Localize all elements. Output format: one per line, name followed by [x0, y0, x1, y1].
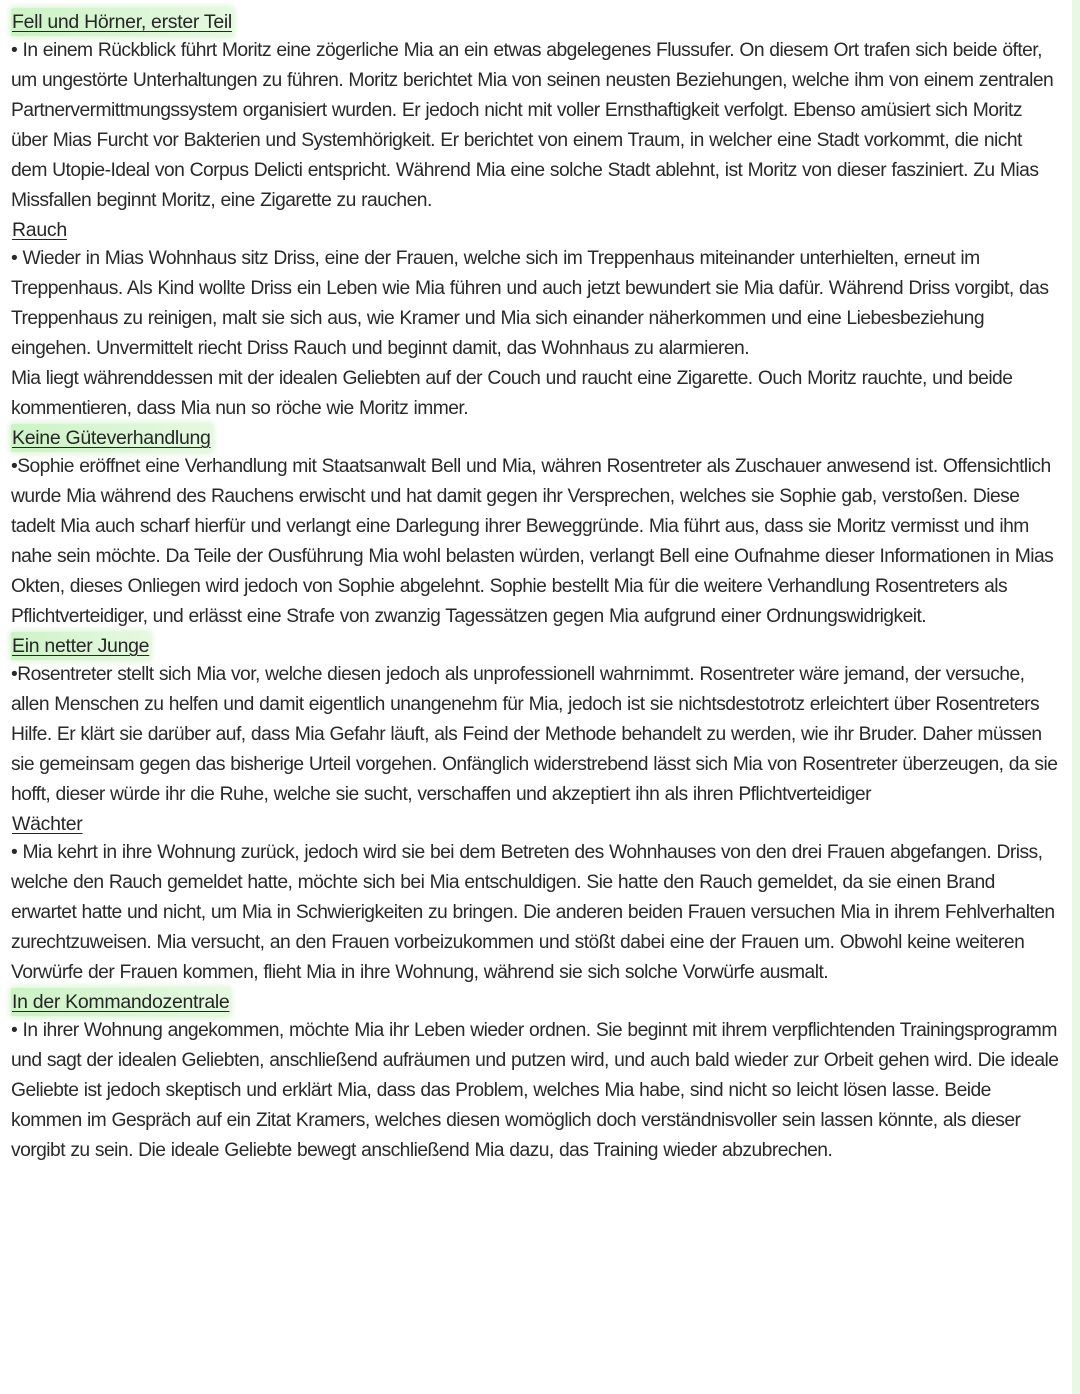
section-paragraph: • In ihrer Wohnung angekommen, möchte Mia ihr Leben wieder ordnen. Sie beginnt mit ihrem verpflichtenden Trainingsprogramm und sagt der idealen Geliebten, anschließend aufräumen und putzen wird, und auch bald wieder zur Orbeit gehen wird. Die ideale Geliebte ist jedoch skeptisch und erklärt Mia, dass das Problem, welches Mia habe, sind nicht so leicht lösen lasse. Beide kommen im Gespräch auf ein Zitat Kramers, welches diesen womöglich doch verständnisvoller sein lassen könnte, als dieser vorgibt zu sein. Die ideale Geliebte bewegt anschließend Mia dazu, das Training wieder abzubrechen.	[11, 1020, 1059, 1161]
document-page	[11, 8, 1059, 1166]
section-paragraph: • Wieder in Mias Wohnhaus sitz Driss, eine der Frauen, welche sich im Treppenhaus miteinander unterhielten, erneut im Treppenhaus. Als Kind wollte Driss ein Leben wie Mia führen und auch jetzt bewundert sie Mia dafür. Während Driss vorgibt, das Treppenhaus zu reinigen, malt sie sich aus, wie Kramer und Mia sich einander näherkommen und eine Liebesbeziehung eingehen. Unvermittelt riecht Driss Rauch und beginnt damit, das Wohnhaus zu alarmieren.	[11, 248, 1049, 359]
section-paragraph: • In einem Rückblick führt Moritz eine zögerliche Mia an ein etwas abgelegenes Flussufer. On diesem Ort trafen sich beide öfter, um ungestörte Unterhaltungen zu führen. Moritz berichtet Mia von seinen neusten Beziehungen, welche ihm von einem zentralen Partnervermittmungssystem organisiert wurden. Er jedoch nicht mit voller Ernsthaftigkeit verfolgt. Ebenso amüsiert sich Moritz über Mias Furcht vor Bakterien und Systemhörigkeit. Er berichtet von einem Traum, in welcher eine Stadt vorkommt, die nicht dem Utopie-Ideal von Corpus Delicti entspricht. Während Mia eine solche Stadt ablehnt, ist Moritz von dieser fasziniert. Zu Mias Missfallen beginnt Moritz, eine Zigarette zu rauchen.	[11, 40, 1054, 211]
section-heading: In der Kommandozentrale	[11, 988, 230, 1016]
section-kommandozentrale	[11, 988, 1059, 1166]
section-keine-gueteverhandlung	[11, 424, 1059, 632]
section-heading: Ein netter Junge	[11, 632, 150, 660]
section-paragraph: •Rosentreter stellt sich Mia vor, welche diesen jedoch als unprofessionell wahrnimmt. Rosentreter wäre jemand, der versuche, allen Menschen zu helfen und damit eigentlich unangenehm für Mia, jedoch ist sie nichtsdestotrotz erleichtert über Rosentreters Hilfe. Er klärt sie darüber auf, dass Mia Gefahr läuft, als Feind der Methode behandelt zu werden, wie ihr Bruder. Daher müssen sie gemeinsam gegen das bisherige Urteil vorgehen. Onfänglich widerstrebend lässt sich Mia von Rosentreter überzeugen, da sie hofft, dieser würde ihr die Ruhe, welche sie sucht, verschaffen und akzeptiert ihn als ihren Pflichtverteidiger	[11, 664, 1058, 805]
page-edge-highlight	[1072, 0, 1080, 1394]
section-heading: Wächter	[12, 813, 83, 835]
section-heading: Keine Güteverhandlung	[11, 424, 212, 452]
section-fell-und-hoerner	[11, 8, 1059, 216]
section-rauch	[11, 216, 1059, 424]
section-ein-netter-junge	[11, 632, 1059, 810]
section-waechter	[11, 810, 1059, 988]
section-paragraph: •Sophie eröffnet eine Verhandlung mit Staatsanwalt Bell und Mia, währen Rosentreter als Zuschauer anwesend ist. Offensichtlich wurde Mia während des Rauchens erwischt und hat damit gegen ihr Versprechen, welches sie Sophie gab, verstoßen. Diese tadelt Mia auch scharf hierfür und verlangt eine Darlegung ihrer Beweggründe. Mia führt aus, dass sie Moritz vermisst und ihm nahe sein möchte. Da Teile der Ousführung Mia wohl belasten würden, verlangt Bell eine Oufnahme dieser Informationen in Mias Okten, dieses Onliegen wird jedoch von Sophie abgelehnt. Sophie bestellt Mia für die weitere Verhandlung Rosentreters als Pflichtverteidiger, und erlässt eine Strafe von zwanzig Tagessätzen gegen Mia aufgrund einer Ordnungswidrigkeit.	[11, 456, 1054, 627]
section-paragraph: Mia liegt währenddessen mit der idealen Geliebten auf der Couch und raucht eine Zigarette. Ouch Moritz rauchte, und beide kommentieren, dass Mia nun so röche wie Moritz immer.	[11, 368, 1013, 419]
section-heading: Fell und Hörner, erster Teil	[11, 8, 233, 36]
section-heading: Rauch	[12, 219, 67, 241]
section-paragraph: • Mia kehrt in ihre Wohnung zurück, jedoch wird sie bei dem Betreten des Wohnhauses von den drei Frauen abgefangen. Driss, welche den Rauch gemeldet hatte, möchte sich bei Mia entschuldigen. Sie hatte den Rauch gemeldet, da sie einen Brand erwartet hatte und nicht, um Mia in Schwierigkeiten zu bringen. Die anderen beiden Frauen versuchen Mia in ihrem Fehlverhalten zurechtzuweisen. Mia versucht, an den Frauen vorbeizukommen und stößt dabei eine der Frauen um. Obwohl keine weiteren Vorwürfe der Frauen kommen, flieht Mia in ihre Wohnung, während sie sich solche Vorwürfe ausmalt.	[11, 842, 1055, 983]
